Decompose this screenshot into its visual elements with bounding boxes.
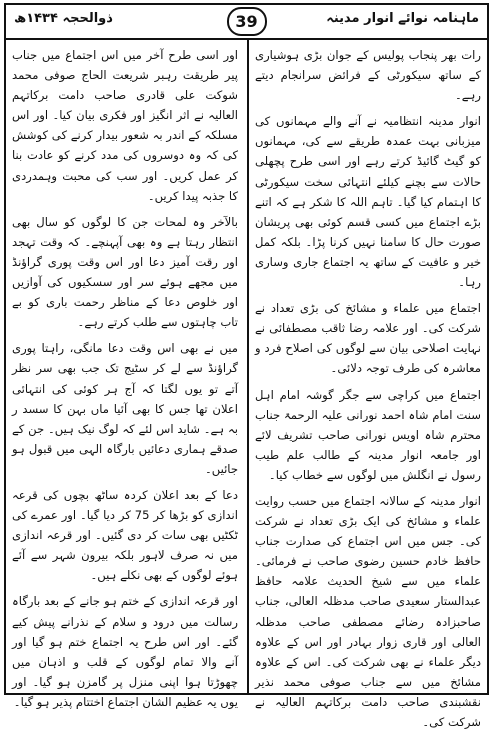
paragraph: دعا کے بعد اعلان کردہ ساٹھ بچوں کی قرعہ اندازی کو بڑھا کر 75 کر دیا گیا۔ اور عمرے کی ٹکٹیں بھی سات کر دی گئیں۔ اور قرعہ اندازی میں نہ صرف لاہور بلکہ بیرون شہر سے آئے ہوئے لوگوں کے بھی نکلے ہیں۔ [12, 487, 238, 583]
paragraph: اور اسی طرح آخر میں اس اجتماع میں جناب پیر طریقت رہبر شریعت الحاج صوفی محمد شوکت علی قادری صاحب دامت برکاتہم العالیہ نے اثر انگیز اور فکری بیان کیا۔ اور اس مسلکہ کے اندر بہ شعور بیدار کرنے کی کوشش کی کہ وہ دوسروں کی مدد کرنے کو عادت بنا کر عمل کریں۔ اور سب کی محبت وہمدردی کا جذبہ پیدا کریں۔ [12, 48, 238, 203]
magazine-title: ماہنامہ نوائے انوار مدینہ [326, 11, 479, 26]
right-column [255, 45, 481, 732]
page-header [6, 5, 487, 40]
paragraph: اجتماع میں علماء و مشائخ کی بڑی تعداد نے شرکت کی۔ اور علامہ رضا ثاقب مصطفائی نے نہایت اصلاحی بیان سے لوگوں کی اصلاح فرد و معاشرہ کی طرف توجہ دلائی۔ [255, 301, 481, 376]
page-number: 39 [227, 7, 267, 36]
paragraph: اور قرعہ اندازی کے ختم ہو جانے کے بعد بارگاہ رسالت میں درود و سلام کے نذرانے پیش کیے گئے۔ اور اس طرح یہ اجتماع ختم ہو گیا اور آنے والا تمام لوگوں کے قلب و اذہان میں چھوڑتا ہوا اپنی منزل پر گامزن ہو گیا۔ اور یوں یہ عظیم الشان اجتماع اختتام پذیر ہو گیا۔ [12, 594, 238, 709]
paragraph: انوار مدینہ کے سالانہ اجتماع میں حسب روایت علماء و مشائخ کی ایک بڑی تعداد نے شرکت کی۔ جس میں اس اجتماع کی صدارت جناب حافظ خادم حسین رضوی صاحب نے فرمائی۔ علماء میں سے شیخ الحدیث علامہ حافظ عبدالستار سعیدی صاحب مدظلہ العالی، جناب صاحبزادہ رضائے مصطفی صاحب مدظلہ العالی اور قاری زوار بہادر اور اس کے علاوہ دیگر علماء نے بھی شرکت کی۔ اس کے علاوہ مشائخ میں سے جناب صوفی محمد نذیر نقشبندی صاحب دامت برکاتہم العالیہ نے شرکت کی۔ [255, 493, 481, 729]
left-column [12, 45, 238, 712]
paragraph: میں نے بھی اس وقت دعا مانگی، راہتا پوری گراؤنڈ سے لے کر سٹیج تک جب بھی سر نظر آتے تو یوں لگتا کہ آج ہر کوئی کی انتہائی اعلان تھا جس کا بھی آئیا ماں بہن کا سسد ر بہ ہے۔ شاید اس لئے کہ لوگ نیک ہیں۔ جن کے صدقے ہماری دعائیں بارگاہ الہی میں قبول ہو جائیں۔ [12, 341, 238, 476]
paragraph: رات بھر پنجاب پولیس کے جوان بڑی ہوشیاری کے ساتھ سیکورٹی کے فرائض سرانجام دیتے رہے۔ [255, 48, 481, 103]
issue-date: ذوالحجہ ۱۴۳۴ھ [14, 11, 113, 26]
paragraph: انوار مدینہ انتظامیہ نے آنے والے مہمانوں کی میزبانی بہت عمدہ طریقے سے کی، مہمانوں کو گیٹ گائیڈ کرتے رہے اور اسی طرح پچھلی حالات سے بچنے کیلئے انتہائی سخت سیکورٹی کا اہتمام کیا گیا۔ تاہم اللہ کا شکر ہے کہ اتنے بڑے اجتماع میں کسی قسم کوئی بھی پریشان صورت حال کا سامنا نہیں کرنا پڑا۔ بلکہ کمل خیر و عافیت کے ساتھ یہ اجتماع جاری وساری رہا۔ [255, 114, 481, 290]
paragraph: بالآخر وہ لمحات جن کا لوگوں کو سال بھی انتظار رہتا ہے وہ بھی آپہنچے۔ کہ وقت تہجد اور رقت آمیز دعا اور اس وقت پوری گراؤنڈ میں مجھے ہوئے سر اور سسکیوں کی آوازیں اور خلوص دعا کے مناظر رحمت باری کو بے تاب چاہتوں سے طلب کرتے رہے۔ [12, 214, 238, 330]
column-divider [247, 38, 249, 693]
magazine-page [4, 3, 489, 729]
paragraph: اجتماع میں کراچی سے جگر گوشہ امام اہل سنت امام شاہ احمد نورانی علیہ الرحمۃ جناب محترم شاہ اویس نورانی صاحب تشریف لائے اور جامعہ انوار مدینہ کے طالب علم طیب رسول نے انگلش میں لوگوں سے خطاب کیا۔ [255, 387, 481, 482]
